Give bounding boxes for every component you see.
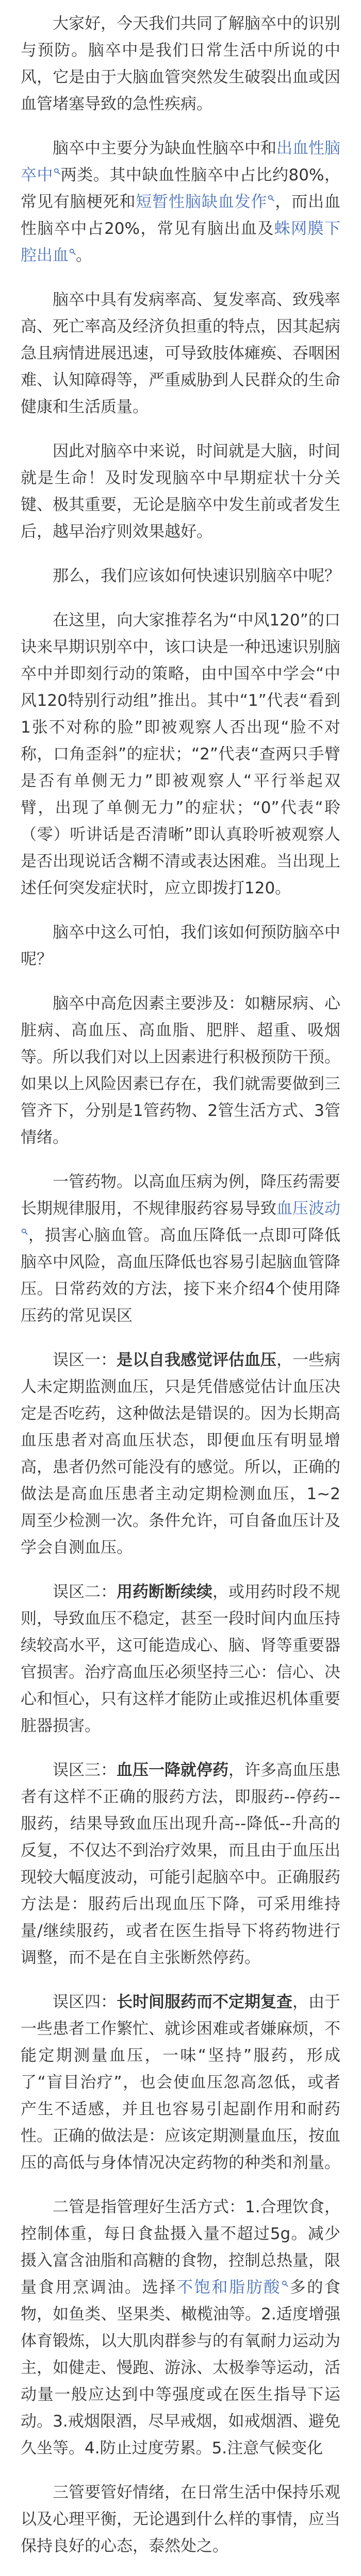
- paragraph-emotions: [21, 2479, 340, 2560]
- paragraph-text: 误区四：: [53, 1993, 117, 2011]
- search-icon[interactable]: [282, 2280, 288, 2287]
- paragraph-text: 脑卒中主要分为缺血性脑卒中和: [53, 139, 276, 158]
- paragraph-intro: [21, 10, 340, 117]
- paragraph-text: ，一些病人未定期监测血压，只是凭借感觉估计血压决定是否吃药，这种做法是错误的。因为长期高血压患者对高血压状态，即便血压有明显增高，患者仍然可能没有的感觉。所以，正确的做法是高血压患者主动定期检测血压，1~2周至少检测一次。条件允许，可自备血压计及学会自测血压。: [21, 1351, 340, 1557]
- paragraph-time-is-brain: [21, 438, 340, 545]
- keyword-link[interactable]: 短暂性脑缺血发作: [136, 193, 268, 211]
- paragraph-text: 大家好，今天我们共同了解脑卒中的识别与预防。脑卒中是我们日常生活中所说的中风，它是由于大脑血管突然发生破裂出血或因血管堵塞导致的急性疾病。: [21, 14, 340, 113]
- paragraph-text: ，或用药时段不规则，导致血压不稳定，甚至一段时间内血压持续较高水平，这可能造成心、脑、肾等重要器官损害。治疗高血压必须坚持三心：信心、决心和恒心，只有这样才能防止或推迟机体重要脏器损害。: [21, 1583, 340, 1735]
- search-icon[interactable]: [54, 168, 60, 175]
- paragraph-features: [21, 286, 340, 420]
- paragraph-text: 在这里，向大家推荐名为“中风120”的口诀来早期识别卒中，该口诀是一种迅速识别脑卒中并即刻行动的策略，由中国卒中学会“中风120特别行动组”推出。其中“1”代表“看到1张不对称的脸”即被观察人否出现“脸不对称，口角歪斜”的症状；“2”代表“查两只手臂是否有单侧无力”即被观察人“平行举起双臂，出现了单侧无力”的症状；“0”代表“聆（零）听讲话是否清晰”即认真聆听被观察人是否出现说话含糊不清或表达困难。当出现上述任何突发症状时，应立即拨打120。: [21, 611, 340, 897]
- paragraph-question-identify: [21, 563, 340, 589]
- paragraph-text: 误区一：: [53, 1351, 117, 1369]
- paragraph-text: 三管要管好情绪，在日常生活中保持乐观以及心理平衡，无论遇到什么样的事情，应当保持良好的心态，泰然处之。: [21, 2483, 340, 2555]
- paragraph-text: 误区三：: [53, 1761, 117, 1780]
- paragraph-text: 多的食物，如鱼类、坚果类、橄榄油等。2.适度增强体育锻炼，以大肌肉群参与的有氧耐力运动为主，如健走、慢跑、游泳、太极拳等运动，活动量一般应达到中等强度或在医生指导下运动。3.戒烟限酒，尽早戒烟，如戒烟酒、避免久坐等。4.防止过度劳累。5.注意气候变化: [21, 2278, 340, 2458]
- paragraph-text: 二管是指管理好生活方式：1.合理饮食，控制体重，每日食盐摄入量不超过5g。减少摄入富含油脂和高糖的食物，控制总热量，限量食用烹调油。选择: [21, 2198, 340, 2297]
- paragraph-types: [21, 135, 340, 269]
- myth-heading: 是以自我感觉评估血压: [117, 1351, 276, 1369]
- keyword-link[interactable]: 蛛网膜下腔出血: [21, 219, 341, 265]
- paragraph-text: ，损害心脑血管。高血压降低一点即可降低脑卒中风险，高血压降低也容易引起脑血管降压。日常药效的方法，接下来介绍4个使用降压药的常见误区: [21, 1226, 340, 1325]
- paragraph-text: ，许多高血压患者有这样不正确的服药方法，即服药--停药--服药，结果导致血压出现升高--降低--升高的反复，不仅达不到治疗效果，而且由于血压出现较大幅度波动，可能引起脑卒中。正确服药方法是：服药后出现血压下降，可采用维持量/继续服药，或者在医生指导下将药物进行调整，而不是在自主张断然停药。: [21, 1761, 340, 1967]
- paragraph-myth1: [21, 1347, 340, 1561]
- search-icon[interactable]: [69, 248, 76, 255]
- paragraph-text: 脑卒中高危因素主要涉及：如糖尿病、心脏病、高血压、高血脂、肥胖、超重、吸烟等。所以我们对以上因素进行积极预防干预。如果以上风险因素已存在，我们就需要做到三管齐下，分别是1管药物、2管生活方式、3管情绪。: [21, 994, 340, 1147]
- paragraph-text: 那么，我们应该如何快速识别脑卒中呢？: [53, 567, 340, 585]
- paragraph-text: 一管药物。以高血压病为例，降压药需要长期规律服用，不规律服药容易导致: [21, 1173, 340, 1218]
- paragraph-text: ，而出血性脑卒中占20%，常见有脑出血及: [21, 193, 341, 238]
- paragraph-text: 因此对脑卒中来说，时间就是大脑，时间就是生命！及时发现脑卒中早期症状十分关键、极其重要，无论是脑卒中发生前或者发生后，越早治疗则效果越好。: [21, 442, 340, 541]
- paragraph-risk-factors: [21, 990, 340, 1151]
- myth-heading: 长时间服药而不定期复查: [117, 1993, 292, 2011]
- search-icon[interactable]: [268, 195, 274, 201]
- keyword-link[interactable]: 出血性脑卒中: [21, 139, 340, 184]
- paragraph-text: 误区二：: [53, 1583, 117, 1601]
- myth-heading: 用药断断续续: [117, 1583, 212, 1601]
- paragraph-text: 。: [76, 246, 92, 265]
- paragraph-stroke120: [21, 607, 340, 902]
- paragraph-medication: [21, 1168, 340, 1329]
- paragraph-myth4: [21, 1989, 340, 2176]
- keyword-link[interactable]: 不饱和脂肪酸: [177, 2278, 281, 2297]
- paragraph-myth2: [21, 1579, 340, 1739]
- paragraph-text: 脑卒中这么可怕，我们该如何预防脑卒中呢？: [21, 923, 340, 969]
- paragraph-question-prevent: [21, 919, 340, 973]
- myth-heading: 血压一降就停药: [117, 1761, 228, 1780]
- paragraph-text: ，由于一些患者工作繁忙、就诊困难或者嫌麻烦，不能定期测量血压，一味“坚持”服药，形成了“盲目治疗”，也会使血压忽高忽低，或者产生不适感，并且也容易引起副作用和耐药性。正确的做法是：应该定期测量血压，按血压的高低与身体情况决定药物的种类和剂量。: [21, 1993, 340, 2172]
- search-icon[interactable]: [21, 1228, 28, 1235]
- paragraph-lifestyle: [21, 2194, 340, 2462]
- keyword-link[interactable]: 血压波动: [276, 1199, 340, 1218]
- paragraph-text: 两类。其中缺血性脑卒中占比约80%，常见有脑梗死和: [21, 166, 340, 211]
- paragraph-myth3: [21, 1757, 340, 1971]
- paragraph-text: 脑卒中具有发病率高、复发率高、致残率高、死亡率高及经济负担重的特点，因其起病急且病情进展迅速，可导致肢体瘫痪、吞咽困难、认知障碍等，严重威胁到人民群众的生命健康和生活质量。: [21, 291, 340, 416]
